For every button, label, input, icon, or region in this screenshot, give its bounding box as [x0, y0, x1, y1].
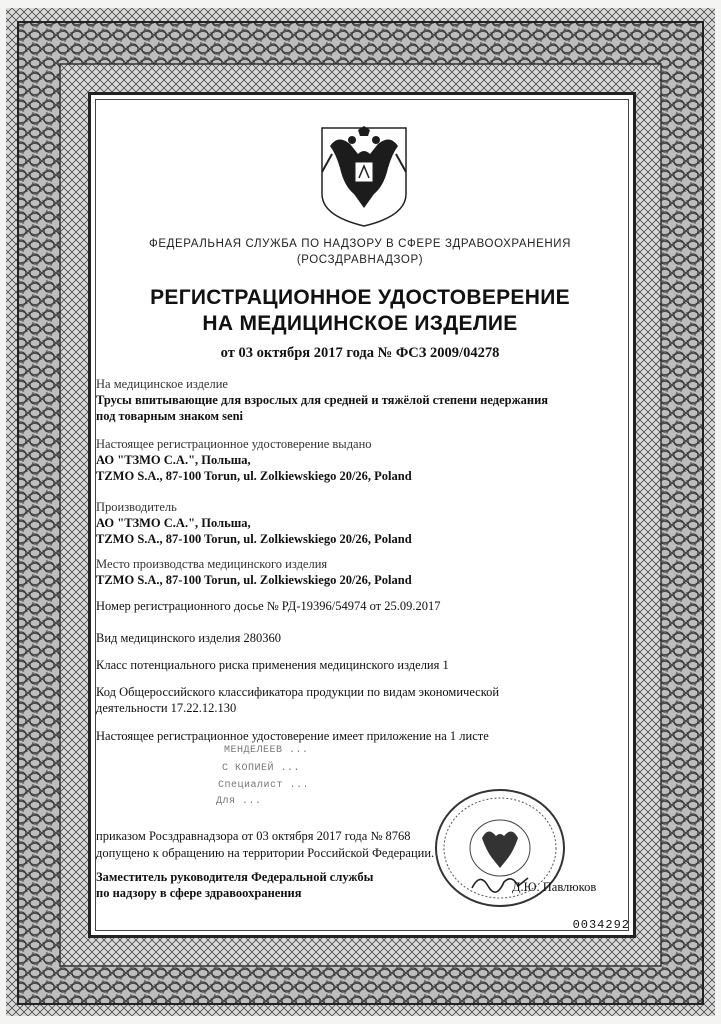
production-site-label: Место производства медицинского изделия: [96, 557, 328, 571]
agency-abbreviation: (РОСЗДРАВНАДЗОР): [296, 254, 424, 266]
signatory-name: Д.Ю. Павлюков: [512, 880, 597, 894]
agency-name: ФЕДЕРАЛЬНАЯ СЛУЖБА ПО НАДЗОРУ В СФЕРЕ ЗДРАВООХРАНЕНИЯ: [148, 238, 572, 250]
faint-stamp-line1: МЕНДЕЛЕЕВ ...: [224, 745, 309, 756]
manufacturer-line2: TZMO S.A., 87-100 Torun, ul. Zolkiewskiego 20/26, Poland: [96, 532, 412, 546]
appendix-note: Настоящее регистрационное удостоверение имеет приложение на 1 листе: [96, 729, 489, 743]
signatory-title-line1: Заместитель руководителя Федеральной службы: [96, 870, 374, 884]
manufacturer-label: Производитель: [96, 500, 177, 514]
issued-to-line1: АО "ТЗМО С.А.", Польша,: [96, 453, 251, 467]
device-name-line2: под товарным знаком seni: [96, 409, 244, 423]
double-headed-eagle-emblem: [318, 124, 410, 228]
faint-stamp-line3: Специалист ...: [218, 780, 310, 791]
document-subtitle: НА МЕДИЦИНСКОЕ ИЗДЕЛИЕ: [202, 312, 518, 335]
risk-class: Класс потенциального риска применения медицинского изделия 1: [96, 658, 449, 672]
order-line2: допущено к обращению на территории Российской Федерации.: [96, 846, 435, 860]
okved-line2: деятельности 17.22.12.130: [96, 701, 237, 715]
serial-number: 0034292: [572, 918, 630, 932]
production-site-line1: TZMO S.A., 87-100 Torun, ul. Zolkiewskiego 20/26, Poland: [96, 573, 412, 587]
okved-line1: Код Общероссийского классификатора продукции по видам экономической: [96, 685, 500, 699]
certificate-date-number: от 03 октября 2017 года № ФСЗ 2009/04278: [220, 345, 500, 361]
device-type: Вид медицинского изделия 280360: [96, 631, 281, 645]
dossier-number: Номер регистрационного досье № РД-19396/54974 от 25.09.2017: [96, 599, 441, 613]
faint-stamp-line4: Для ...: [216, 796, 262, 807]
device-name-line1: Трусы впитывающие для взрослых для средней и тяжёлой степени недержания: [96, 393, 549, 407]
faint-stamp-line2: С КОПИЕЙ ...: [222, 763, 301, 774]
issued-to-line2: TZMO S.A., 87-100 Torun, ul. Zolkiewskiego 20/26, Poland: [96, 469, 412, 483]
document-title: РЕГИСТРАЦИОННОЕ УДОСТОВЕРЕНИЕ: [150, 286, 570, 309]
order-line1: приказом Росздравнадзора от 03 октября 2017 года № 8768: [96, 829, 411, 843]
manufacturer-line1: АО "ТЗМО С.А.", Польша,: [96, 516, 251, 530]
signatory-title-line2: по надзору в сфере здравоохранения: [96, 886, 302, 900]
issued-to-label: Настоящее регистрационное удостоверение выдано: [96, 437, 372, 451]
device-label: На медицинское изделие: [96, 377, 228, 391]
